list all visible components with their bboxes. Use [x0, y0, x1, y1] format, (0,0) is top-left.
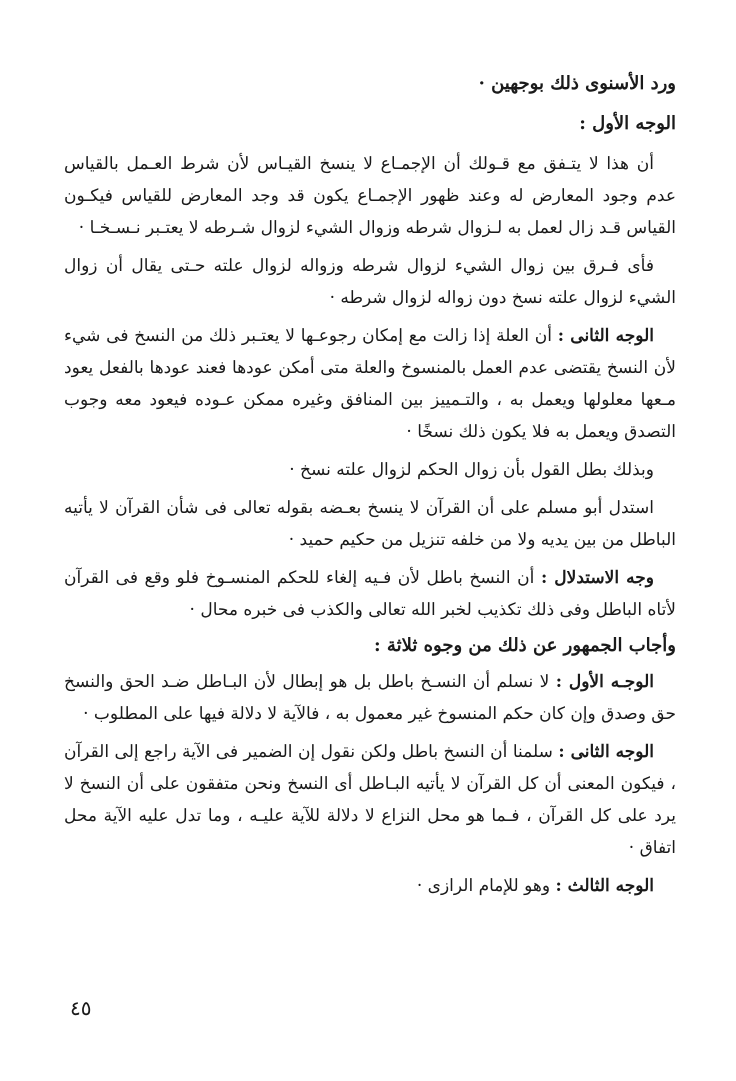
first-aspect-heading: الوجه الأول :: [579, 113, 676, 134]
reply-heading: وأجاب الجمهور عن ذلك من وجوه ثلاثة :: [374, 635, 676, 656]
reply-second-label: الوجه الثانى :: [558, 742, 654, 762]
inference-label: وجه الاستدلال :: [540, 568, 654, 588]
paragraph-9: [64, 870, 676, 902]
reply-third-label: الوجه الثالث :: [555, 876, 654, 896]
paragraph-3: [64, 320, 676, 448]
paragraph-1: أن هذا لا يتـفق مع قـولك أن الإجمـاع لا ينسخ القيـاس لأن شرط العـمل بالقياس عدم وجود المعارض له وعند ظهور الإجمـاع يكون قد وجد المعارض للقياس فيكـون القياس قـد زال لعمل به لـزوال شرطه وزوال الشيء لزوال شـرطه لا يعتـبر نـسـخـا ·: [64, 154, 676, 238]
paragraph-9-text: وهو للإمام الرازى ·: [416, 876, 556, 896]
paragraph-3-text: أن العلة إذا زالت مع إمكان رجوعـها لا يعتـبر ذلك من النسخ فى شيء لأن النسخ يقتضى عدم العمل بالمنسوخ والعلة متى أمكن عودها فعند عودها بالفعل يعود مـعها معلولها ويعمل به ، والتـمييز بين المنافق وغيره ممكن عـوده فيعود معه وجوب التصدق ويعمل به فلا يكون ذلك نسخًا ·: [64, 326, 676, 442]
paragraph-7-text: لا نسلم أن النسـخ باطل بل هو إبطال لأن البـاطل ضـد الحق والنسخ حق وصدق وإن كان حكم المنسوخ غير معمول به ، فالآية لا دلالة فيها على المطلوب ·: [64, 672, 676, 724]
paragraph-6-text: أن النسخ باطل لأن فـيه إلغاء للحكم المنسـوخ فلو وقع فى القرآن لأتاه الباطل وفى ذلك تكذيب لخبر الله تعالى والكذب فى خبره محال ·: [64, 568, 676, 620]
paragraph-8: [64, 736, 676, 864]
intro-heading: ورد الأسنوى ذلك بوجهين ·: [478, 73, 676, 94]
second-aspect-label: الوجه الثانى :: [557, 326, 654, 346]
paragraph-2: فأى فـرق بين زوال الشيء لزوال شرطه وزواله لزوال علته حـتى يقال أن زوال الشيء لزوال علته نسخ دون زواله لزوال شرطه ·: [64, 256, 676, 308]
paragraph-8-text: سلمنا أن النسخ باطل ولكن نقول إن الضمير فى الآية راجع إلى القرآن ، فيكون المعنى أن كل القرآن لا يأتيه البـاطل أى النسخ ونحن متفقون على أن النسخ لا يرد على كل القرآن ، فـما هو محل النزاع لا دلالة للآية عليـه ، وما تدل عليه الآية محل اتفاق ·: [64, 742, 676, 858]
reply-first-label: الوجـه الأول :: [555, 672, 654, 692]
paragraph-5: استدل أبو مسلم على أن القرآن لا ينسخ بعـضه بقوله تعالى فى شأن القرآن لا يأتيه الباطل من بين يديه ولا من خلفه تنزيل من حكيم حميد ·: [64, 498, 676, 550]
page-body: [64, 64, 676, 902]
paragraph-7: [64, 666, 676, 730]
paragraph-6: [64, 562, 676, 626]
paragraph-4: وبذلك بطل القول بأن زوال الحكم لزوال علته نسخ ·: [289, 460, 654, 480]
page-number: ٤٥: [70, 996, 92, 1020]
